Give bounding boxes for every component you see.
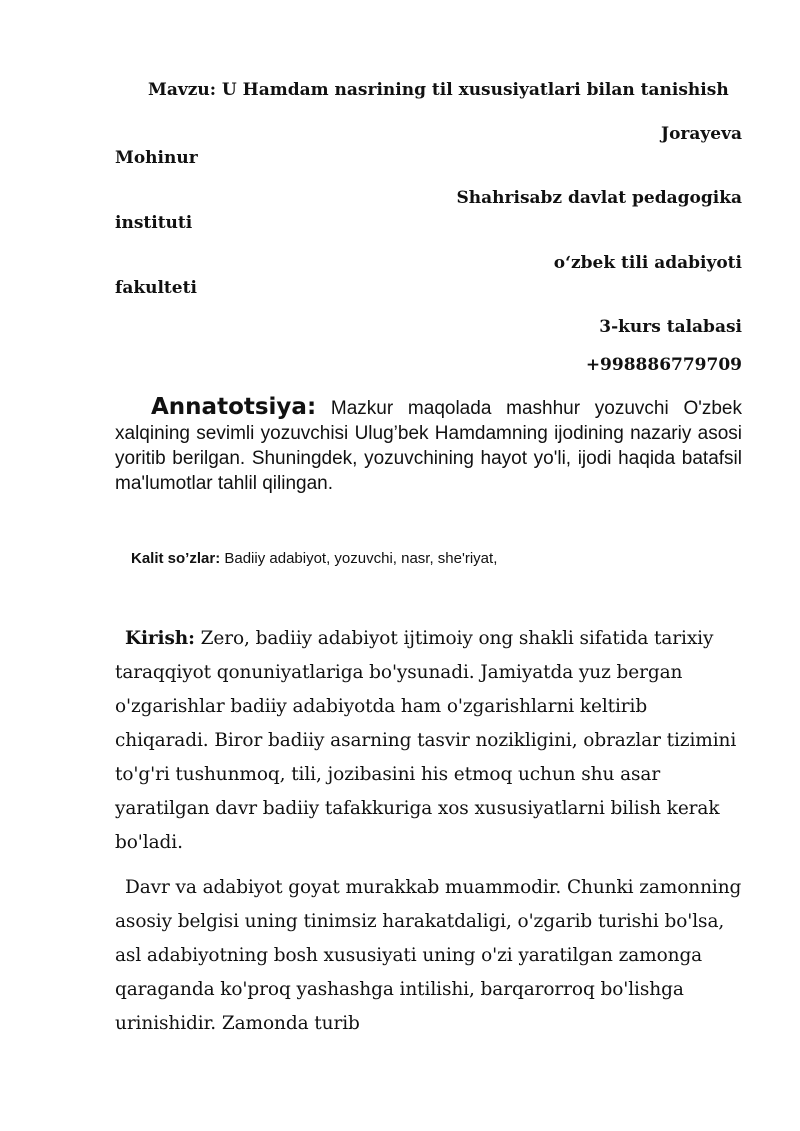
annotation-paragraph bbox=[115, 395, 742, 496]
author-surname: Jorayeva bbox=[661, 124, 742, 144]
author-name: Mohinur bbox=[115, 148, 198, 168]
course-info: 3-kurs talabasi bbox=[599, 317, 742, 337]
keywords-text: Badiiy adabiyot, yozuvchi, nasr, she'riyat, bbox=[224, 550, 498, 567]
annotation-label: Annatotsiya: bbox=[151, 394, 317, 420]
institution-line2: instituti bbox=[115, 213, 193, 233]
intro-label: Kirish: bbox=[125, 628, 195, 649]
keywords-line bbox=[131, 549, 758, 569]
intro-text: Zero, badiiy adabiyot ijtimoiy ong shakli sifatida tarixiy taraqqiyot qonuniyatlariga bo'ysunadi. Jamiyatda yuz bergan o'zgarishlar badiiy adabiyotda ham o'zgarishlarni keltirib chiqaradi. Biror badiiy asarning tasvir nozikligini, obrazlar tizimini to'g'ri tushunmoq, tili, jozibasini his etmoq uchun shu asar yaratilgan davr badiiy tafakkuriga xos xususiyatlarni bilish kerak bo'ladi. bbox=[115, 628, 737, 853]
faculty-line1: o‘zbek tili adabiyoti bbox=[553, 253, 742, 273]
article-title: Mavzu: U Hamdam nasrining til xususiyatlari bilan tanishish bbox=[148, 80, 729, 100]
keywords-label: Kalit so’zlar: bbox=[131, 550, 221, 567]
intro-paragraph bbox=[115, 622, 742, 860]
body-paragraph-2: Davr va adabiyot goyat murakkab muammodir. Chunki zamonning asosiy belgisi uning tinimsiz harakatdaligi, o'zgarib turishi bo'lsa, asl adabiyotning bosh xususiyati uning o'zi yaratilgan zamonga qaraganda ko'proq yashashga intilishi, barqarorroq bo'lishga urinishidir. Zamonda turib bbox=[115, 877, 742, 1034]
phone-number: +998886779709 bbox=[585, 355, 742, 375]
faculty-line2: fakulteti bbox=[115, 278, 197, 298]
institution-line1: Shahrisabz davlat pedagogika bbox=[456, 188, 742, 208]
annotation-text: Mazkur maqolada mashhur yozuvchi O'zbek xalqining sevimli yozuvchisi Ulug’bek Hamdamning ijodining nazariy asosi yoritib berilgan. Shuningdek, yozuvchining hayot yo'li, ijodi haqida batafsil ma'lumotlar tahlil qilingan. bbox=[115, 398, 742, 494]
